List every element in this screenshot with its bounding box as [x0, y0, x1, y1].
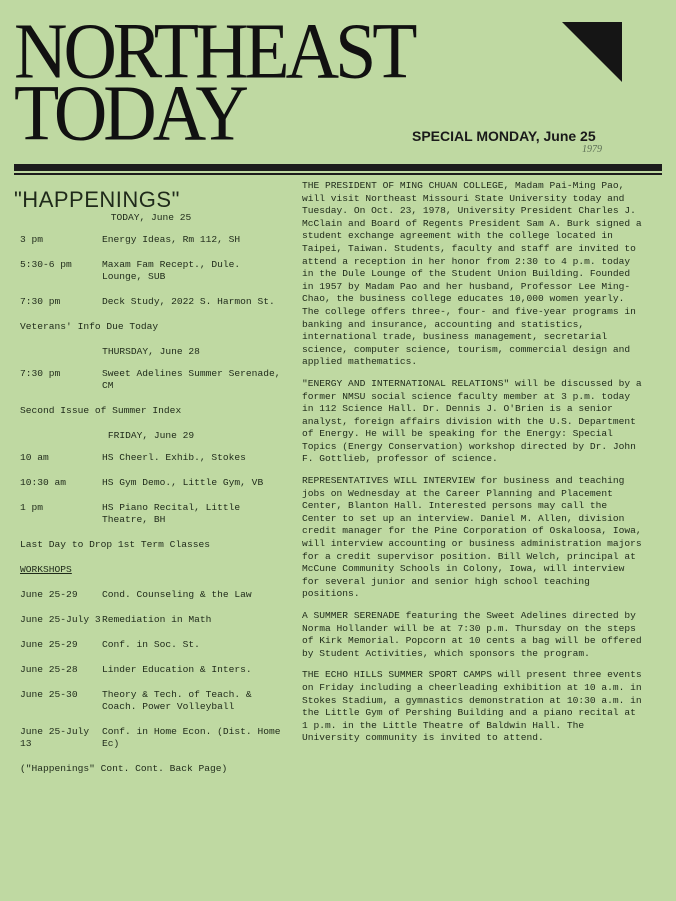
workshop-row	[20, 639, 282, 651]
event-time: 1 pm	[20, 502, 44, 513]
day-note: Veterans' Info Due Today	[20, 321, 159, 332]
event-time: 7:30 pm	[20, 368, 61, 379]
workshop-dates: June 25-30	[20, 689, 78, 700]
day-label: THURSDAY, June 28	[102, 346, 200, 357]
workshop-dates: June 25-July 13	[20, 726, 90, 749]
handwritten-year-note: 1979	[582, 144, 602, 155]
workshop-row	[20, 589, 282, 601]
workshops-heading: WORKSHOPS	[20, 564, 72, 575]
workshop-row	[20, 726, 282, 750]
event-row	[20, 234, 282, 246]
article-energy: "ENERGY AND INTERNATIONAL RELATIONS" will be discussed by a former NMSU social science faculty member at 3 p.m. today in 112 Science Hall. Dr. Dennis J. O'Brien is a senior analyst, foreign affairs division with the U.S. Department of Energy. He will be speaking for the Energy: Special Topics (Energy Conservation) workshop directed by Dr. John F. Gottlieb, professor of science.	[302, 377, 642, 465]
happenings-column	[14, 187, 282, 775]
event-row	[20, 502, 282, 526]
divider-thin	[14, 173, 662, 175]
event-row	[20, 368, 282, 392]
day-label: FRIDAY, June 29	[107, 430, 195, 441]
workshop-row	[20, 614, 282, 626]
workshop-dates: June 25-28	[20, 664, 78, 675]
event-row	[20, 452, 282, 464]
event-row	[20, 296, 282, 308]
divider-thick	[14, 164, 662, 171]
workshop-row	[20, 664, 282, 676]
article-sport-camps: THE ECHO HILLS SUMMER SPORT CAMPS will present three events on Friday including a cheerleading exhibition at 10 a.m. in Stokes Stadium, a gymnastics demonstration at 10:30 a.m. in the Little Gym of Pershing Building and a piano recital at 1 p.m. in the Little Theatre of Baldwin Hall. The University community is invited to attend.	[302, 669, 642, 744]
corner-triangle-icon	[562, 22, 622, 82]
event-row	[20, 477, 282, 489]
masthead-title-line-2: TODAY	[14, 69, 245, 158]
day-note: Last Day to Drop 1st Term Classes	[20, 539, 210, 550]
event-desc: Maxam Fam Recept., Dule. Lounge, SUB	[102, 259, 241, 282]
event-desc: HS Gym Demo., Little Gym, VB	[102, 477, 264, 488]
workshop-title: Conf. in Soc. St.	[102, 639, 200, 650]
workshop-title: Linder Education & Inters.	[102, 664, 252, 675]
workshop-dates: June 25-July 3	[20, 614, 101, 625]
event-desc: HS Cheerl. Exhib., Stokes	[102, 452, 246, 463]
event-time: 10 am	[20, 452, 49, 463]
day-label: TODAY, June 25	[110, 212, 192, 223]
continued-note: ("Happenings" Cont. Cont. Back Page)	[20, 763, 228, 774]
workshop-title: Theory & Tech. of Teach. & Coach. Power Volleyball	[102, 689, 252, 712]
workshop-title: Cond. Counseling & the Law	[102, 589, 252, 600]
workshop-dates: June 25-29	[20, 589, 78, 600]
event-desc: Energy Ideas, Rm 112, SH	[102, 234, 241, 245]
articles-column	[302, 180, 642, 754]
edition-label: SPECIAL MONDAY, June 25	[412, 128, 596, 144]
event-time: 3 pm	[20, 234, 44, 245]
event-time: 7:30 pm	[20, 296, 61, 307]
article-ming-chuan: THE PRESIDENT OF MING CHUAN COLLEGE, Madam Pai-Ming Pao, will visit Northeast Missouri State University today and Tuesday. On Oct. 23, 1978, University President Charles J. McClain and Board of Regents President Sam A. Burk signed a student exchange agreement with the college located in Taipei, Taiwan. Students, faculty and staff are invited to attend a reception in her honor from 2:30 to 4 p.m. today in the Dule Lounge of the Student Union Building. Founded in 1957 by Madam Pao and her husband, Professor Lee Ming-Chao, the business college educates 10,000 women yearly. The college offers three-, four- and five-year programs in banking and insurance, accounting and statistics, international trade, business management, secretarial science, computer science, tourism, commercial design and applied mathematics.	[302, 180, 642, 368]
masthead-title-line-1: NORTHEAST	[14, 7, 414, 96]
event-row	[20, 259, 282, 283]
masthead	[14, 7, 414, 158]
workshop-dates: June 25-29	[20, 639, 78, 650]
day-note: Second Issue of Summer Index	[20, 405, 182, 416]
event-desc: HS Piano Recital, Little Theatre, BH	[102, 502, 241, 525]
event-desc: Deck Study, 2022 S. Harmon St.	[102, 296, 275, 307]
workshop-title: Conf. in Home Econ. (Dist. Home Ec)	[102, 726, 281, 749]
event-time: 5:30-6 pm	[20, 259, 72, 270]
event-desc: Sweet Adelines Summer Serenade, CM	[102, 368, 281, 391]
article-interviews: REPRESENTATIVES WILL INTERVIEW for business and teaching jobs on Wednesday at the Career Planning and Placement Center, Blanton Hall. Interested persons may call the Center to set up an interview. Daniel M. Allen, division credit manager for the Pine Corporation of Oskaloosa, Iowa, will interview accounting or business administration majors for a credit supervisor position. Bill Welch, principal at McCune Community Schools in Colony, Iowa, will interview for several junior and senior high school teaching positions.	[302, 475, 642, 600]
workshop-title: Remediation in Math	[102, 614, 212, 625]
happenings-title: "HAPPENINGS"	[14, 187, 180, 212]
article-serenade: A SUMMER SERENADE featuring the Sweet Adelines directed by Norma Hollander will be at 7:30 p.m. Thursday on the steps of Kirk Memorial. Popcorn at 10 cents a bag will be offered by Student Activities, which sponsors the program.	[302, 610, 642, 659]
workshop-row	[20, 689, 282, 713]
event-time: 10:30 am	[20, 477, 67, 488]
